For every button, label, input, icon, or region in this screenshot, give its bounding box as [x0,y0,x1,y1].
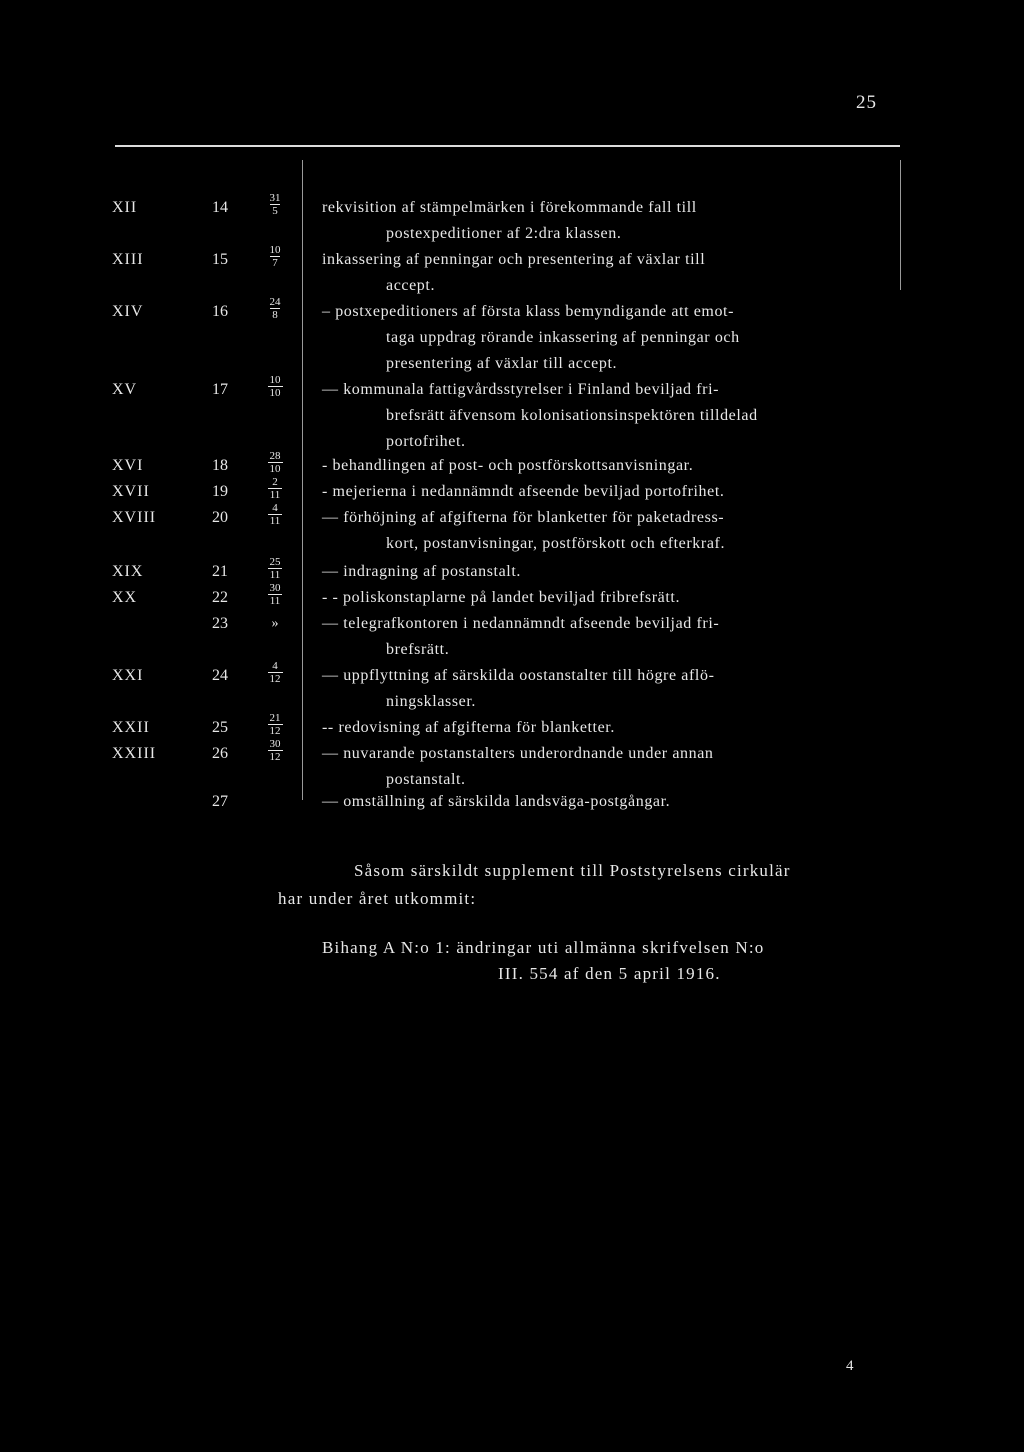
date-fraction [262,556,288,581]
supplement-line-2: har under året utkommit: [278,889,477,908]
table-row [0,450,1024,478]
date-day: 4 [272,502,278,514]
circular-number: XV [112,381,138,398]
circular-number: XVIII [112,509,157,526]
date-day: » [271,616,279,631]
date-day: 4 [272,660,278,672]
date-day: 28 [269,450,281,462]
sequence-number: 15 [212,251,228,268]
circular-number: XXI [112,667,144,684]
circular-number: XVII [112,483,150,500]
supplement-line-4: III. 554 af den 5 april 1916. [498,964,721,983]
sequence-number: 27 [212,793,228,810]
date-month: 5 [272,205,278,217]
date-day: 10 [269,244,281,256]
supplement-line-1: Såsom särskildt supplement till Poststyrelsens cirkulär [354,861,791,880]
date-month: 11 [269,515,281,527]
sequence-number: 25 [212,719,228,736]
date-day: 31 [269,192,281,204]
circular-number: XVI [112,457,144,474]
table-row [0,790,1024,814]
date-fraction [262,738,288,763]
date-month: 11 [269,595,281,607]
sequence-number: 20 [212,509,228,526]
table-row [0,556,1024,584]
sequence-number: 17 [212,381,228,398]
circular-number: XII [112,199,138,216]
date-fraction [262,660,288,685]
date-day: 10 [269,374,281,386]
entry-text-continued: ningsklasser. [386,693,477,710]
date-month: 10 [269,387,281,399]
entry-text: inkassering af penningar och presentering af växlar till [322,251,706,268]
entry-text-continued: portofrihet. [386,433,466,450]
entry-text: — telegrafkontoren i nedannämndt afseende beviljad fri- [322,615,720,632]
circular-number: XIX [112,563,144,580]
sequence-number: 22 [212,589,228,606]
table-row [0,738,1024,788]
date-fraction [262,582,288,607]
date-fraction [262,612,288,636]
sequence-number: 21 [212,563,228,580]
sequence-number: 16 [212,303,228,320]
date-day: 21 [269,712,281,724]
sequence-number: 24 [212,667,228,684]
entry-text: - - poliskonstaplarne på landet beviljad fribrefsrätt. [322,589,681,606]
sequence-number: 23 [212,615,228,632]
page-number: 25 [856,92,877,113]
entry-text: - behandlingen af post- och postförskottsanvisningar. [322,457,694,474]
date-month: 12 [269,751,281,763]
table-row [0,374,1024,450]
entry-text: - mejerierna i nedannämndt afseende beviljad portofrihet. [322,483,725,500]
sequence-number: 18 [212,457,228,474]
date-month: 12 [269,673,281,685]
entry-text: – postxepeditioners af första klass bemyndigande att emot- [322,303,735,320]
date-day: 30 [269,582,281,594]
entry-text-continued: postanstalt. [386,771,466,788]
signature-mark: 4 [846,1358,854,1374]
date-month: 11 [269,489,281,501]
date-fraction [262,476,288,501]
entry-text-continued: brefsrätt. [386,641,450,658]
entry-text-continued: brefsrätt äfvensom kolonisationsinspektören tilldelad [386,407,758,424]
sequence-number: 14 [212,199,228,216]
entry-text: — nuvarande postanstalters underordnande under annan [322,745,714,762]
entry-text: rekvisition af stämpelmärken i förekommande fall till [322,199,697,216]
entry-text-continued: kort, postanvisningar, postförskott och efterkraf. [386,535,726,552]
date-day: 30 [269,738,281,750]
date-month: 7 [272,257,278,269]
table-row [0,502,1024,552]
entry-text: — omställning af särskilda landsväga-postgångar. [322,793,671,810]
circular-number: XX [112,589,138,606]
date-fraction [262,296,288,321]
date-day: 24 [269,296,281,308]
table-row [0,192,1024,242]
circular-number: XIV [112,303,144,320]
table-row [0,582,1024,610]
date-fraction [262,192,288,217]
table-row [0,712,1024,740]
entry-text-continued: accept. [386,277,436,294]
date-day: 2 [272,476,278,488]
table-row [0,476,1024,504]
date-fraction [262,450,288,475]
entry-text-continued: taga uppdrag rörande inkassering af penningar och [386,329,740,346]
circular-number: XIII [112,251,144,268]
date-fraction [262,244,288,269]
date-day: 25 [269,556,281,568]
entry-text: — förhöjning af afgifterna för blanketter för paketadress- [322,509,725,526]
date-month: 8 [272,309,278,321]
entry-text: — kommunala fattigvårdsstyrelser i Finland beviljad fri- [322,381,720,398]
date-month: 10 [269,463,281,475]
date-month: 12 [269,725,281,737]
entry-text: — indragning af postanstalt. [322,563,521,580]
entry-text-continued: presentering af växlar till accept. [386,355,618,372]
circular-number: XXII [112,719,150,736]
entry-text: — uppflyttning af särskilda oostanstalter till högre aflö- [322,667,715,684]
date-fraction [262,712,288,737]
date-month: 11 [269,569,281,581]
table-row [0,660,1024,710]
date-fraction [262,374,288,399]
table-row [0,244,1024,294]
sequence-number: 19 [212,483,228,500]
table-row [0,296,1024,372]
entry-text: -- redovisning af afgifterna för blanketter. [322,719,615,736]
entry-text-continued: postexpeditioner af 2:dra klassen. [386,225,622,242]
sequence-number: 26 [212,745,228,762]
table-row [0,612,1024,658]
supplement-line-3: Bihang A N:o 1: ändringar uti allmänna skrifvelsen N:o [322,938,765,957]
date-fraction [262,502,288,527]
circular-number: XXIII [112,745,157,762]
top-rule [115,145,900,147]
